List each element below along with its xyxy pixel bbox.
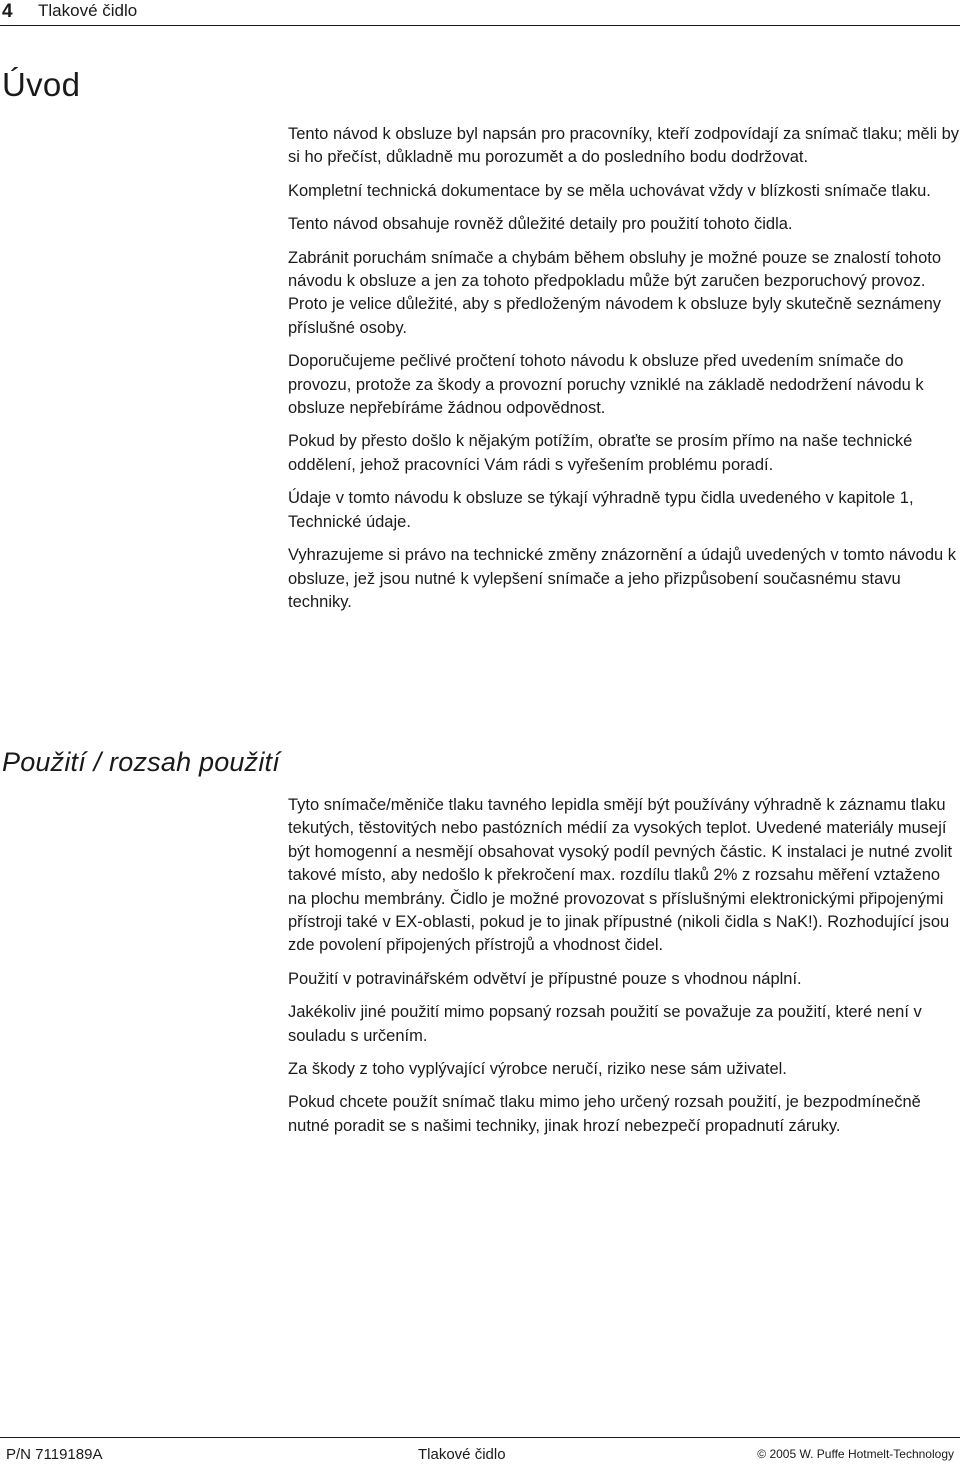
intro-paragraph: Údaje v tomto návodu k obsluze se týkají výhradně typu čidla uvedeného v kapitole 1, Technické údaje. <box>288 489 914 531</box>
intro-paragraph: Vyhrazujeme si právo na technické změny znázornění a údajů uvedených v tomto návodu k obsluze, jež jsou nutné k vylepšení snímače a jeho přizpůsobení současnému stavu techniky. <box>288 546 957 611</box>
section-title-usage: Použití / rozsah použití <box>2 747 280 777</box>
intro-paragraph: Kompletní technická dokumentace by se měla uchovávat vždy v blízkosti snímače tlaku. <box>288 181 931 200</box>
page-number: 4 <box>2 1 13 22</box>
page-header <box>0 0 960 26</box>
section-title-intro: Úvod <box>2 66 81 103</box>
intro-paragraph: Pokud by přesto došlo k nějakým potížím, obraťte se prosím přímo na naše technické oddělení, jehož pracovníci Vám rádi s vyřešením problému poradí. <box>288 432 913 474</box>
intro-paragraph: Tento návod obsahuje rovněž důležité detaily pro použití tohoto čidla. <box>288 215 793 234</box>
usage-paragraph: Tyto snímače/měniče tlaku tavného lepidla smějí být používány výhradně k záznamu tlaku tekutých, těstovitých nebo pastózních médií za vysokých teplot. Uvedené materiály musejí být homogenní a nesmějí obsahovat vysoký podíl pevných částic. K instalaci je nutné zvolit takové místo, aby nedošlo k překročení max. rozdílu tlaků 2% z rozsahu měření vztaženo na plochu membrány. Čidlo je možné provozovat s příslušnými elektronickými připojenými přístroji také v EX-oblasti, pokud je to jinak přípustné (nikoli čidla s NaK!). Rozhodující jsou zde povolení připojených přístrojů a vhodnost čidel. <box>288 796 953 955</box>
header-divider <box>0 25 960 26</box>
intro-paragraph: Tento návod k obsluze byl napsán pro pracovníky, kteří zodpovídají za snímač tlaku; měli by si ho přečíst, důkladně mu porozumět a do posledního bodu dodržovat. <box>288 125 960 167</box>
usage-body <box>288 794 960 1148</box>
footer-copyright: © 2005 W. Puffe Hotmelt-Technology <box>757 1447 954 1461</box>
usage-paragraph: Za škody z toho vyplývající výrobce neručí, riziko nese sám uživatel. <box>288 1060 787 1079</box>
running-title: Tlakové čidlo <box>38 1 138 20</box>
intro-body <box>288 123 960 624</box>
footer-part-number: P/N 7119189A <box>6 1446 103 1463</box>
usage-paragraph: Pokud chcete použít snímač tlaku mimo jeho určený rozsah použití, je bezpodmínečně nutné poradit se s našimi techniky, jinak hrozí nebezpečí propadnutí záruky. <box>288 1093 921 1135</box>
footer-title: Tlakové čidlo <box>418 1446 506 1463</box>
usage-paragraph: Jakékoliv jiné použití mimo popsaný rozsah použití se považuje za použití, které není v souladu s určením. <box>288 1003 922 1045</box>
intro-paragraph: Zabránit poruchám snímače a chybám během obsluhy je možné pouze se znalostí tohoto návodu k obsluze a jen za tohoto předpokladu může být zaručen bezporuchový provoz. Proto je velice důležité, aby s předloženým návodem k obsluze byly skutečně seznámeny příslušné osoby. <box>288 248 942 337</box>
usage-paragraph: Použití v potravinářském odvětví je přípustné pouze s vhodnou náplní. <box>288 969 802 988</box>
intro-paragraph: Doporučujeme pečlivé pročtení tohoto návodu k obsluze před uvedením snímače do provozu, protože za škody a provozní poruchy vzniklé na základě nedodržení návodu k obsluze nepřebíráme žádnou odpovědnost. <box>288 352 924 418</box>
footer-divider <box>0 1437 960 1438</box>
